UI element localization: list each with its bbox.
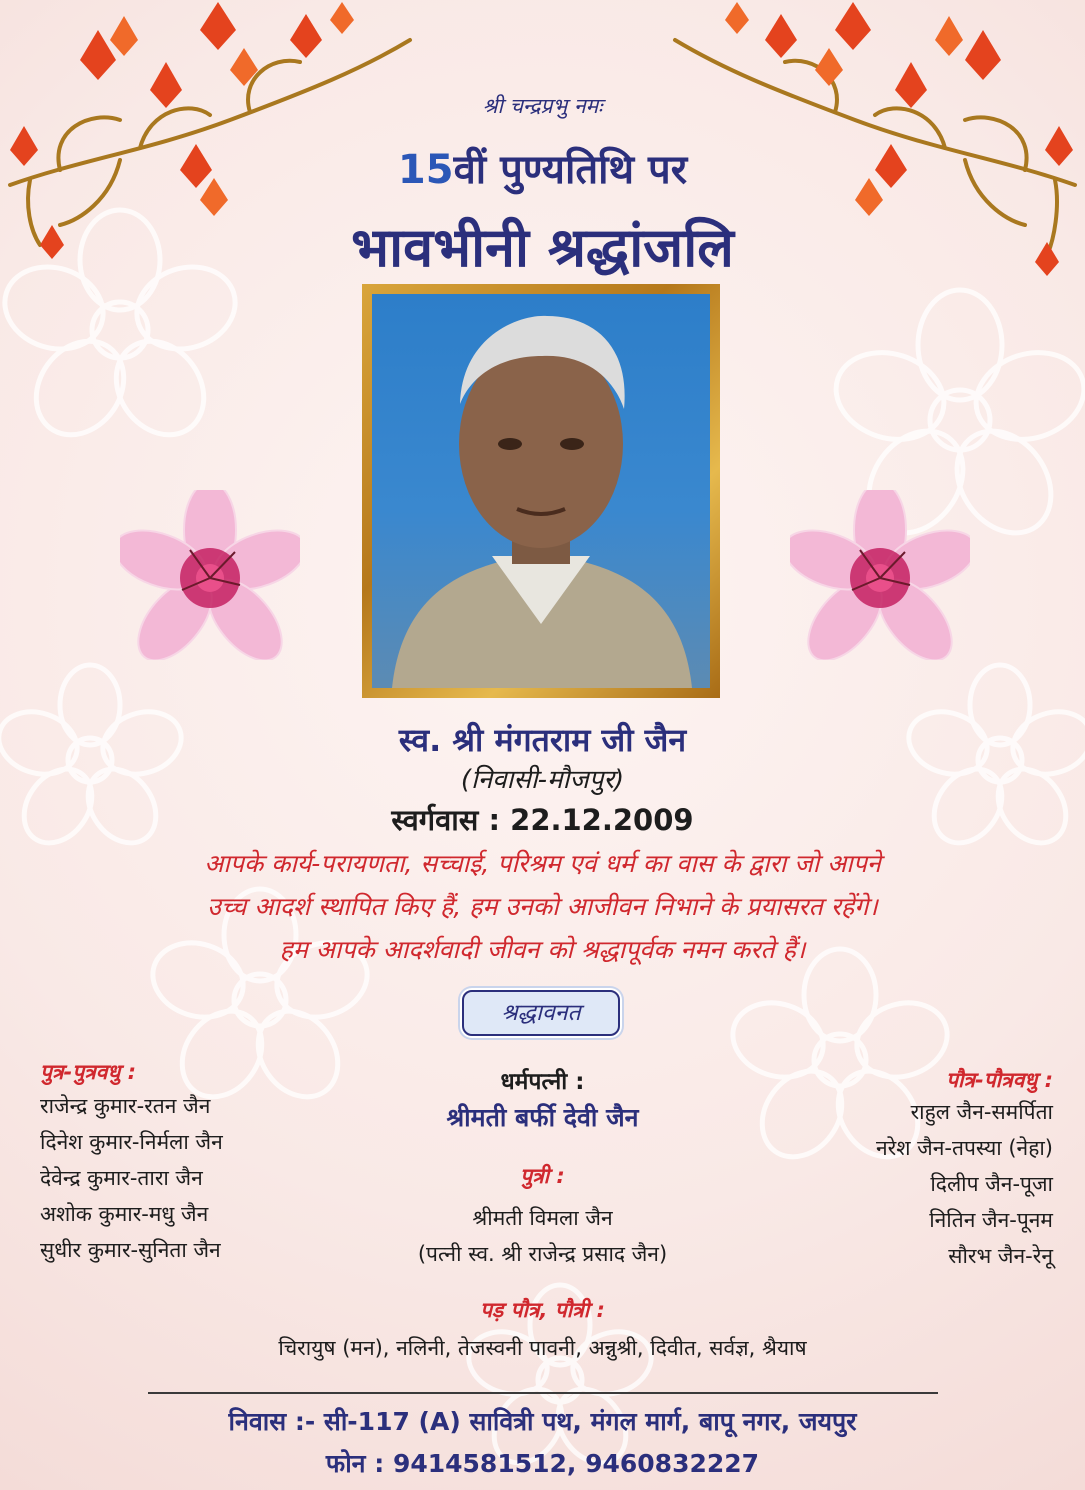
portrait-photo	[372, 294, 710, 688]
tribute-message	[0, 842, 1085, 971]
sons-column	[40, 1058, 360, 1268]
anniversary-text: वीं पुण्यतिथि पर	[453, 147, 688, 193]
list-item: नरेश जैन-तपस्या (नेहा)	[875, 1136, 1053, 1160]
message-line: हम आपके आदर्शवादी जीवन को श्रद्धापूर्वक नमन करते हैं।	[279, 935, 806, 964]
list-item: अशोक कुमार-मधु जैन	[40, 1202, 209, 1226]
wife-name: श्रीमती बर्फी देवी जैन	[446, 1103, 639, 1132]
message-line: आपके कार्य-परायणता, सच्चाई, परिश्रम एवं धर्म का वास के द्वारा जो आपने	[204, 849, 881, 878]
mourners-badge: श्रद्धावनत	[462, 990, 620, 1036]
pink-lily-flower-icon	[120, 490, 300, 660]
sons-heading: पुत्र-पुत्रवधु :	[40, 1060, 137, 1084]
wife-heading: धर्मपत्नी :	[500, 1069, 585, 1095]
tribute-title: भावभीनी श्रद्धांजलि	[351, 216, 734, 279]
list-item: राहुल जैन-समर्पिता	[910, 1100, 1053, 1124]
daughter-name: श्रीमती विमला जैन	[472, 1206, 613, 1230]
grandsons-column	[713, 1066, 1053, 1274]
deceased-name: स्व. श्री मंगतराम जी जैन	[398, 721, 687, 759]
list-item: नितिन जैन-पूनम	[929, 1208, 1053, 1232]
pink-lily-flower-icon	[790, 490, 970, 660]
list-item: देवेन्द्र कुमार-तारा जैन	[40, 1166, 203, 1190]
portrait-frame	[362, 284, 720, 698]
great-grandchildren-names: चिरायुष (मन), नलिनी, तेजस्वनी पावनी, अन्नुश्री, दिवीत, सर्वज्ञ, श्रैयाष	[278, 1336, 807, 1360]
phone-line: फोन : 9414581512, 9460832227	[325, 1449, 760, 1478]
grandsons-heading: पौत्र-पौत्रवधु :	[946, 1068, 1053, 1092]
list-item: राजेन्द्र कुमार-रतन जैन	[40, 1094, 211, 1118]
sons-list	[40, 1088, 360, 1268]
list-item: दिनेश कुमार-निर्मला जैन	[40, 1130, 223, 1154]
grandsons-list	[713, 1094, 1053, 1274]
death-date: स्वर्गवास : 22.12.2009	[391, 803, 694, 837]
invocation-text: श्री चन्द्रप्रभु नमः	[482, 94, 603, 118]
message-line: उच्च आदर्श स्थापित किए हैं, हम उनको आजीवन निभाने के प्रयासरत रहेंगे।	[207, 892, 878, 921]
deceased-residence: (निवासी-मौजपुर)	[460, 765, 625, 795]
anniversary-number: 15	[397, 147, 454, 193]
address-line: निवास :- सी-117 (A) सावित्री पथ, मंगल मार्ग, बापू नगर, जयपुर	[228, 1407, 857, 1436]
daughter-heading: पुत्री :	[520, 1164, 565, 1188]
anniversary-heading	[0, 140, 1085, 195]
daughter-note: (पत्नी स्व. श्री राजेन्द्र प्रसाद जैन)	[417, 1242, 668, 1266]
list-item: सुधीर कुमार-सुनिता जैन	[40, 1238, 221, 1262]
list-item: दिलीप जैन-पूजा	[930, 1172, 1053, 1196]
divider	[148, 1392, 938, 1394]
daughter-list	[320, 1200, 765, 1272]
list-item: सौरभ जैन-रेनू	[948, 1244, 1053, 1268]
great-grandchildren-heading: पड़ पौत्र, पौत्री :	[480, 1298, 605, 1322]
